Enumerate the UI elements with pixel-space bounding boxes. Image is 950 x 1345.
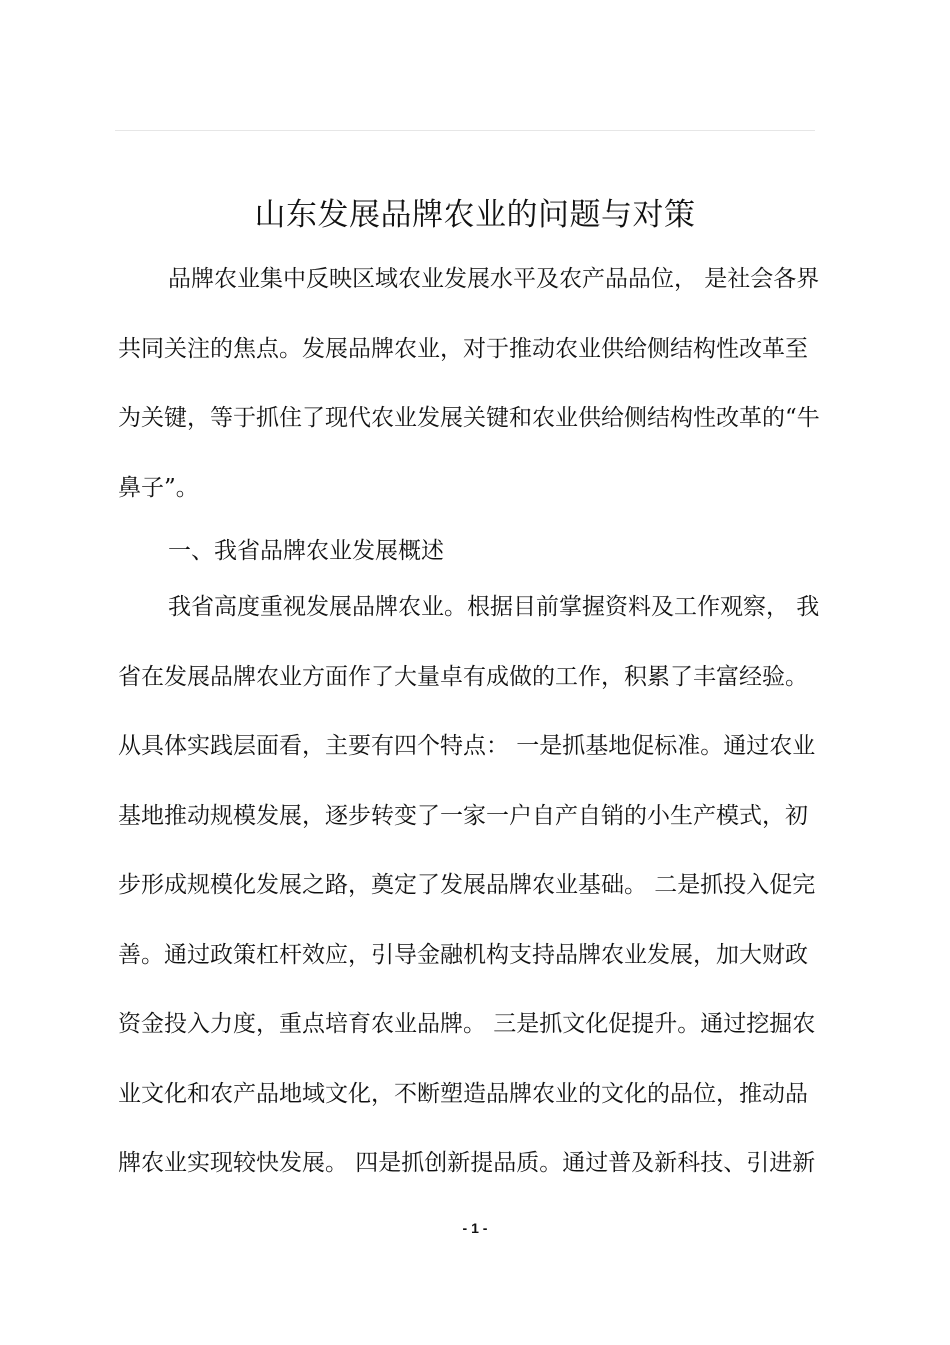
paragraph-line: 鼻子”。	[118, 474, 199, 501]
intro-paragraph	[118, 264, 830, 542]
paragraph-line: 基地推动规模发展，逐步转变了一家一户自产自销的小生产模式，初	[118, 802, 808, 829]
paragraph-line: 为关键，等于抓住了现代农业发展关键和农业供给侧结构性改革的“牛	[118, 405, 820, 431]
paragraph-line: 从具体实践层面看，主要有四个特点： 一是抓基地促标准。通过农业	[118, 733, 816, 759]
paragraph-line: 我省高度重视发展品牌农业。根据目前掌握资料及工作观察， 我	[168, 594, 820, 620]
paragraph-line: 资金投入力度，重点培育农业品牌。 三是抓文化促提升。通过挖掘农	[118, 1011, 816, 1037]
document-title: 山东发展品牌农业的问题与对策	[254, 197, 696, 233]
section-heading-text: 一、我省品牌农业发展概述	[168, 538, 444, 564]
paragraph-line: 步形成规模化发展之路，奠定了发展品牌农业基础。 二是抓投入促完	[118, 872, 816, 898]
page-number: - 1 -	[462, 1220, 488, 1236]
header-rule	[115, 130, 815, 131]
paragraph-line: 省在发展品牌农业方面作了大量卓有成做的工作，积累了丰富经验。	[118, 663, 808, 690]
paragraph-line: 善。通过政策杠杆效应，引导金融机构支持品牌农业发展，加大财政	[118, 941, 808, 968]
overview-paragraph	[118, 592, 830, 1218]
paragraph-line: 业文化和农产品地域文化，不断塑造品牌农业的文化的品位，推动品	[118, 1080, 808, 1107]
paragraph-line: 品牌农业集中反映区域农业发展水平及农产品品位， 是社会各界	[168, 266, 820, 292]
paragraph-line: 共同关注的焦点。发展品牌农业，对于推动农业供给侧结构性改革至	[118, 335, 808, 362]
paragraph-line: 牌农业实现较快发展。 四是抓创新提品质。通过普及新科技、引进新	[118, 1150, 816, 1176]
